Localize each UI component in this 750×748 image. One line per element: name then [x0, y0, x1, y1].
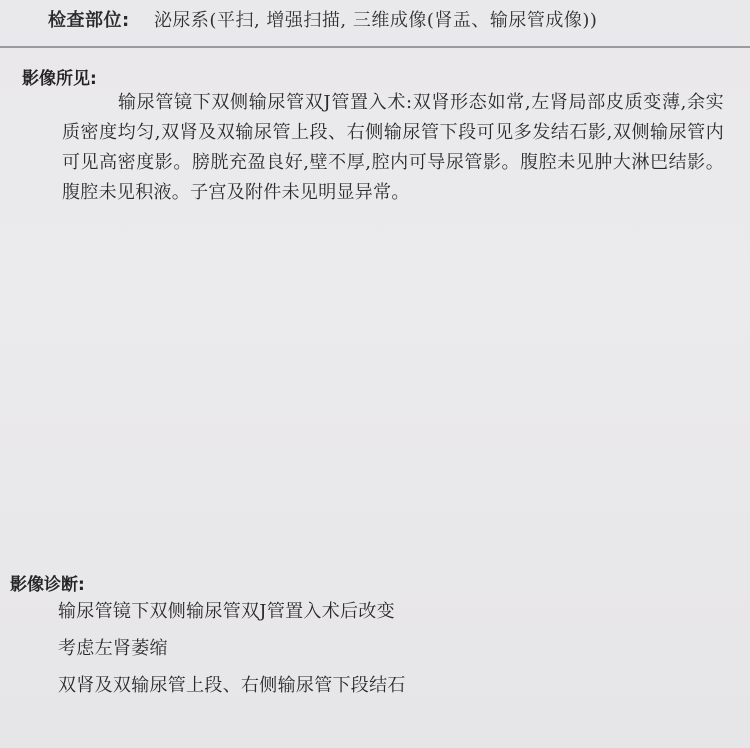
exam-site-value: 泌尿系(平扫, 增强扫描, 三维成像(肾盂、输尿管成像)) [153, 10, 598, 31]
diagnosis-item: 考虑左肾萎缩 [58, 638, 168, 659]
findings-heading: 影像所见: [22, 69, 97, 89]
findings-paragraph: 输尿管镜下双侧输尿管双J管置入术:双肾形态如常,左肾局部皮质变薄,余实质密度均匀,双肾及双输尿管上段、右侧输尿管下段可见多发结石影,双侧输尿管内可见高密度影。膀胱充盈良好,壁不厚,腔内可导尿管影。腹腔未见肿大淋巴结影。腹腔未见积液。子宫及附件未见明显异常。 [62, 92, 724, 203]
exam-site-label: 检查部位: [48, 10, 130, 31]
diagnosis-item: 输尿管镜下双侧输尿管双J管置入术后改变 [58, 601, 395, 622]
exam-site-line [48, 6, 597, 32]
diagnosis-item: 双肾及双输尿管上段、右侧输尿管下段结石 [58, 675, 406, 696]
header-divider [0, 46, 750, 48]
diagnosis-heading: 影像诊断: [10, 575, 85, 595]
diagnosis-list [58, 597, 406, 708]
